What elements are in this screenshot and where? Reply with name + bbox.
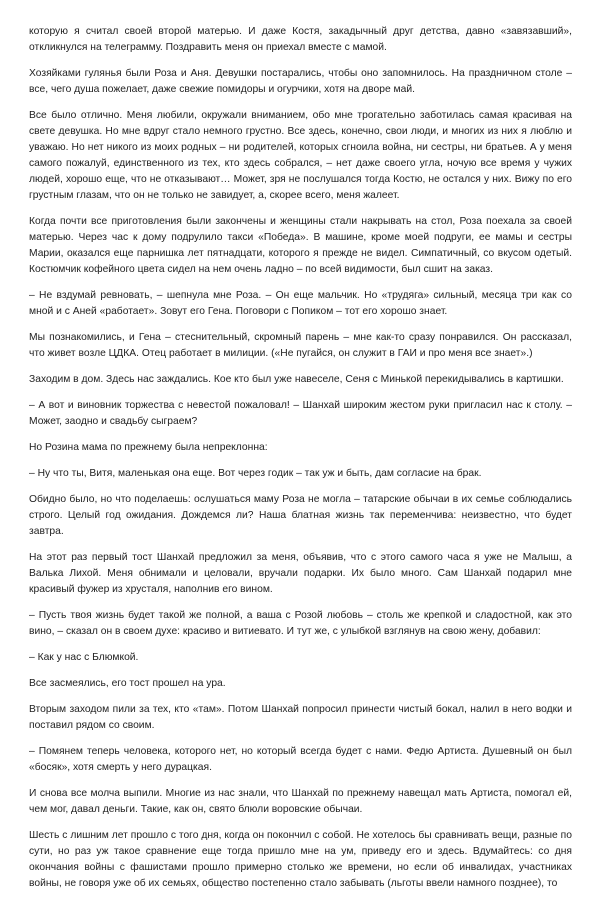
- paragraph-13: – Пусть твоя жизнь будет такой же полной, а ваша с Розой любовь – столь же крепкой и сладостной, как это вино, – сказал он в своем духе: красиво и витиевато. И тут же, с улыбкой взглянув на свою жену, добавил:: [29, 610, 572, 637]
- paragraph-16: Вторым заходом пили за тех, кто «там». Потом Шанхай попросил принести чистый бокал, налил в него водки и поставил рядом со своим.: [29, 704, 572, 731]
- book-page: [29, 24, 572, 902]
- paragraph-19: Шесть с лишним лет прошло с того дня, когда он покончил с собой. Не хотелось бы сравнивать вещи, разные по сути, но раз уж такое сравнение еще тогда пришло мне на ум, приведу его и здесь. Вдумайтесь: со дня окончания войны с фашистами прошло примерно столько же времени, но если об инвалидах, участниках войны, не говоря уже об их семьях, общество постепенно стало забывать (льготы ввели намного позднее), то: [29, 830, 572, 889]
- paragraph-8: – А вот и виновник торжества с невестой пожаловал! – Шанхай широким жестом руки пригласил нас к столу. – Может, заодно и свадьбу сыграем?: [29, 400, 572, 427]
- paragraph-11: Обидно было, но что поделаешь: ослушаться маму Роза не могла – татарские обычаи в их семье соблюдались строго. Целый год ожидания. Дождемся ли? Наша блатная жизнь так переменчива: неизвестно, что будет завтра.: [29, 494, 572, 537]
- paragraph-6: Мы познакомились, и Гена – стеснительный, скромный парень – мне как-то сразу понравился. Он рассказал, что живет возле ЦДКА. Отец работает в милиции. («Не пугайся, он служит в ГАИ и про меня все знает».): [29, 332, 572, 359]
- paragraph-14: – Как у нас с Блюмкой.: [29, 652, 139, 663]
- paragraph-18: И снова все молча выпили. Многие из нас знали, что Шанхай по прежнему навещал мать Артиста, помогал ей, чем мог, давал деньги. Такие, как он, свято блюли воровские обычаи.: [29, 788, 572, 815]
- paragraph-5: – Не вздумай ревновать, – шепнула мне Роза. – Он еще мальчик. Но «трудяга» сильный, месяца три как со мной и с Аней «работает». Зовут его Гена. Поговори с Попиком – тот его хорошо знает.: [29, 290, 572, 317]
- paragraph-10: – Ну что ты, Витя, маленькая она еще. Вот через годик – так уж и быть, дам согласие на брак.: [29, 468, 482, 479]
- paragraph-4: Когда почти все приготовления были закончены и женщины стали накрывать на стол, Роза поехала за своей матерью. Через час к дому подрулило такси «Победа». В машине, кроме моей подруги, ее мамы и сестры Марии, оказался еще парнишка лет пятнадцати, которого я прежде не видел. Симпатичный, со вкусом одетый. Костюмчик кофейного цвета сидел на нем очень ладно – по всей видимости, был сшит на заказ.: [29, 216, 572, 275]
- paragraph-9: Но Розина мама по прежнему была непреклонна:: [29, 442, 268, 453]
- paragraph-1: которую я считал своей второй матерью. И даже Костя, закадычный друг детства, давно «завязавший», откликнулся на телеграмму. Поздравить меня он приехал вместе с мамой.: [29, 26, 572, 53]
- paragraph-15: Все засмеялись, его тост прошел на ура.: [29, 678, 226, 689]
- paragraph-17: – Помянем теперь человека, которого нет, но который всегда будет с нами. Федю Артиста. Душевный он был «босяк», хотя смерть у него дурацкая.: [29, 746, 572, 773]
- paragraph-7: Заходим в дом. Здесь нас заждались. Кое кто был уже навеселе, Сеня с Минькой перекидывались в картишки.: [29, 374, 564, 385]
- paragraph-12: На этот раз первый тост Шанхай предложил за меня, объявив, что с этого самого часа я уже не Малыш, а Валька Лихой. Меня обнимали и целовали, вручали подарки. Их было много. Сам Шанхай подарил мне красивый фужер из хрусталя, наполнив его вином.: [29, 552, 572, 595]
- paragraph-3: Все было отлично. Меня любили, окружали вниманием, обо мне трогательно заботилась самая красивая на свете девушка. Но мне вдруг стало немного грустно. Все здесь, конечно, свои люди, и многих из них я люблю и уважаю. Но нет никого из моих родных – ни родителей, которых сгноила война, ни сестры, ни братьев. А у меня самого пожалуй, единственного из тех, кто здесь собрался, – нет даже своего угла, ночую все время у чужих людей, хорошо еще, что не отказывают… Может, зря не послушался тогда Костю, не остался у них. Вижу по его грустным глазам, что он не только не завидует, а, скорее всего, меня жалеет.: [29, 110, 572, 201]
- paragraph-2: Хозяйками гулянья были Роза и Аня. Девушки постарались, чтобы оно запомнилось. На праздничном столе – все, чего душа пожелает, даже свежие помидоры и огурчики, хотя на дворе май.: [29, 68, 572, 95]
